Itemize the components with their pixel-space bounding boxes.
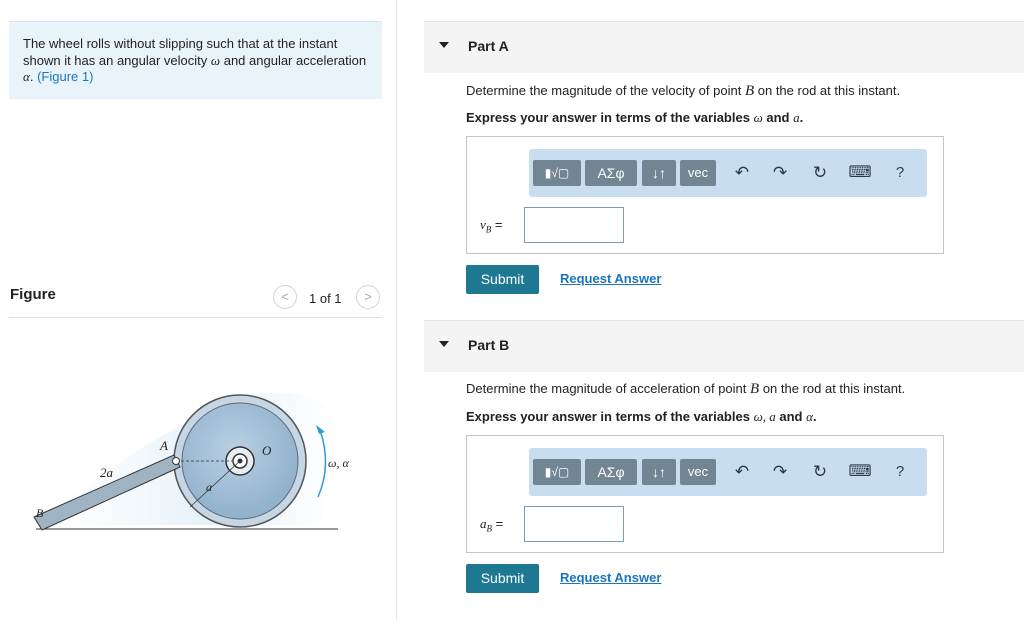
part-b-header[interactable] [424, 320, 1024, 372]
greek-icon: ΑΣφ [597, 165, 625, 181]
part-a-and: and [766, 110, 790, 125]
part-a-question-text: Determine the magnitude of the velocity of point [466, 83, 742, 98]
figure-prev-button[interactable] [273, 285, 297, 309]
redo-icon: ↷ [772, 462, 788, 481]
part-a-variable-label [480, 217, 503, 235]
label-2a: 2a [100, 465, 113, 480]
problem-statement [9, 21, 382, 99]
label-omega-alpha: ω, α [328, 456, 349, 470]
part-b-instruction-text: Express your answer in terms of the variables [466, 409, 750, 424]
part-b-submit-button[interactable]: Submit [466, 564, 539, 593]
sub-sup-button[interactable] [642, 160, 676, 186]
point-b-symbol: B [744, 83, 755, 99]
vec-button[interactable] [680, 459, 716, 485]
part-a-submit-button[interactable]: Submit [466, 265, 539, 294]
part-b-question-text: Determine the magnitude of acceleration of point [466, 381, 747, 396]
part-a-vars: ω [753, 110, 763, 125]
problem-text-2: and angular acceleration [223, 52, 367, 68]
part-b-var-sub: B [486, 523, 492, 534]
part-a-var-symbol: v [480, 217, 486, 232]
part-a-label: Part A [468, 38, 509, 54]
keyboard-button[interactable] [847, 162, 873, 184]
vec-icon: vec [687, 464, 709, 479]
reset-icon: ↻ [812, 462, 828, 481]
part-b-var2: α [806, 409, 813, 424]
part-b-math-toolbar [529, 448, 927, 496]
templates-icon: ▮√▢ [544, 465, 570, 479]
templates-button[interactable] [533, 459, 581, 485]
reset-button[interactable] [809, 461, 831, 483]
redo-icon: ↷ [772, 163, 788, 182]
templates-button[interactable] [533, 160, 581, 186]
sub-sup-button[interactable] [642, 459, 676, 485]
reset-icon: ↻ [812, 163, 828, 182]
part-a-var2: a [793, 110, 800, 125]
part-a-math-toolbar [529, 149, 927, 197]
keyboard-button[interactable] [847, 461, 873, 483]
caret-down-icon [439, 42, 449, 48]
vec-icon: vec [687, 165, 709, 180]
part-b-answer-box [466, 435, 944, 553]
part-b-vars: ω, a [753, 409, 776, 424]
caret-down-icon [439, 341, 449, 347]
greek-button[interactable] [585, 459, 637, 485]
part-b-question [466, 381, 905, 398]
part-b-var-symbol: a [480, 516, 487, 531]
part-b-equals: = [495, 516, 504, 531]
problem-period: . [29, 69, 34, 84]
part-b-variable-label [480, 516, 503, 534]
chevron-left-icon: < [281, 289, 289, 304]
vec-button[interactable] [680, 160, 716, 186]
figure-counter: 1 of 1 [309, 291, 342, 306]
figure-next-button[interactable] [356, 285, 380, 309]
part-a-header[interactable] [424, 21, 1024, 73]
part-a-question [466, 83, 900, 100]
alpha-symbol: α [23, 69, 30, 84]
part-a-instruction [466, 110, 803, 126]
point-b-symbol: B [750, 381, 760, 397]
figure-header [9, 283, 382, 318]
pin-a [173, 458, 180, 465]
help-button[interactable] [889, 461, 911, 483]
undo-icon: ↶ [734, 163, 750, 182]
greek-button[interactable] [585, 160, 637, 186]
column-divider [396, 0, 397, 621]
label-o: O [262, 443, 272, 458]
help-button[interactable] [889, 162, 911, 184]
templates-icon: ▮√▢ [544, 166, 570, 180]
greek-icon: ΑΣφ [597, 464, 625, 480]
undo-icon: ↶ [734, 462, 750, 481]
part-a-answer-box [466, 136, 944, 254]
label-b: B [36, 506, 44, 520]
undo-button[interactable] [731, 162, 753, 184]
chevron-right-icon: > [364, 289, 372, 304]
part-a-var-sub: B [485, 224, 492, 235]
part-a-question-end: on the rod at this instant. [757, 83, 901, 98]
part-a-instruction-end: . [799, 110, 804, 125]
part-b-instruction-end: . [812, 409, 817, 424]
omega-symbol: ω [210, 52, 221, 68]
wheel-rod-figure [20, 375, 370, 550]
help-icon: ? [895, 463, 905, 480]
arrows-updown-icon: ↓↑ [652, 165, 666, 181]
redo-button[interactable] [769, 461, 791, 483]
part-b-request-answer-link[interactable]: Request Answer [560, 570, 662, 585]
keyboard-icon: ⌨ [848, 463, 872, 480]
arrows-updown-icon: ↓↑ [652, 464, 666, 480]
part-b-question-end: on the rod at this instant. [762, 381, 906, 396]
part-b-answer-input[interactable] [524, 506, 624, 542]
figure-title: Figure [10, 286, 56, 303]
part-a-instruction-text: Express your answer in terms of the variables [466, 110, 750, 125]
keyboard-icon: ⌨ [848, 164, 872, 181]
part-a-equals: = [494, 217, 503, 232]
part-b-and: and [779, 409, 803, 424]
part-b-instruction [466, 409, 817, 425]
label-a-point: A [160, 438, 168, 453]
redo-button[interactable] [769, 162, 791, 184]
part-a-answer-input[interactable] [524, 207, 624, 243]
label-a-radius: a [206, 480, 212, 494]
part-a-request-answer-link[interactable]: Request Answer [560, 271, 662, 286]
help-icon: ? [895, 164, 905, 181]
undo-button[interactable] [731, 461, 753, 483]
reset-button[interactable] [809, 162, 831, 184]
part-b-label: Part B [468, 337, 510, 353]
figure-link[interactable]: (Figure 1) [37, 69, 94, 84]
problem-text: The wheel rolls without slipping such that at the instant shown it has an angular velocity [23, 36, 338, 68]
